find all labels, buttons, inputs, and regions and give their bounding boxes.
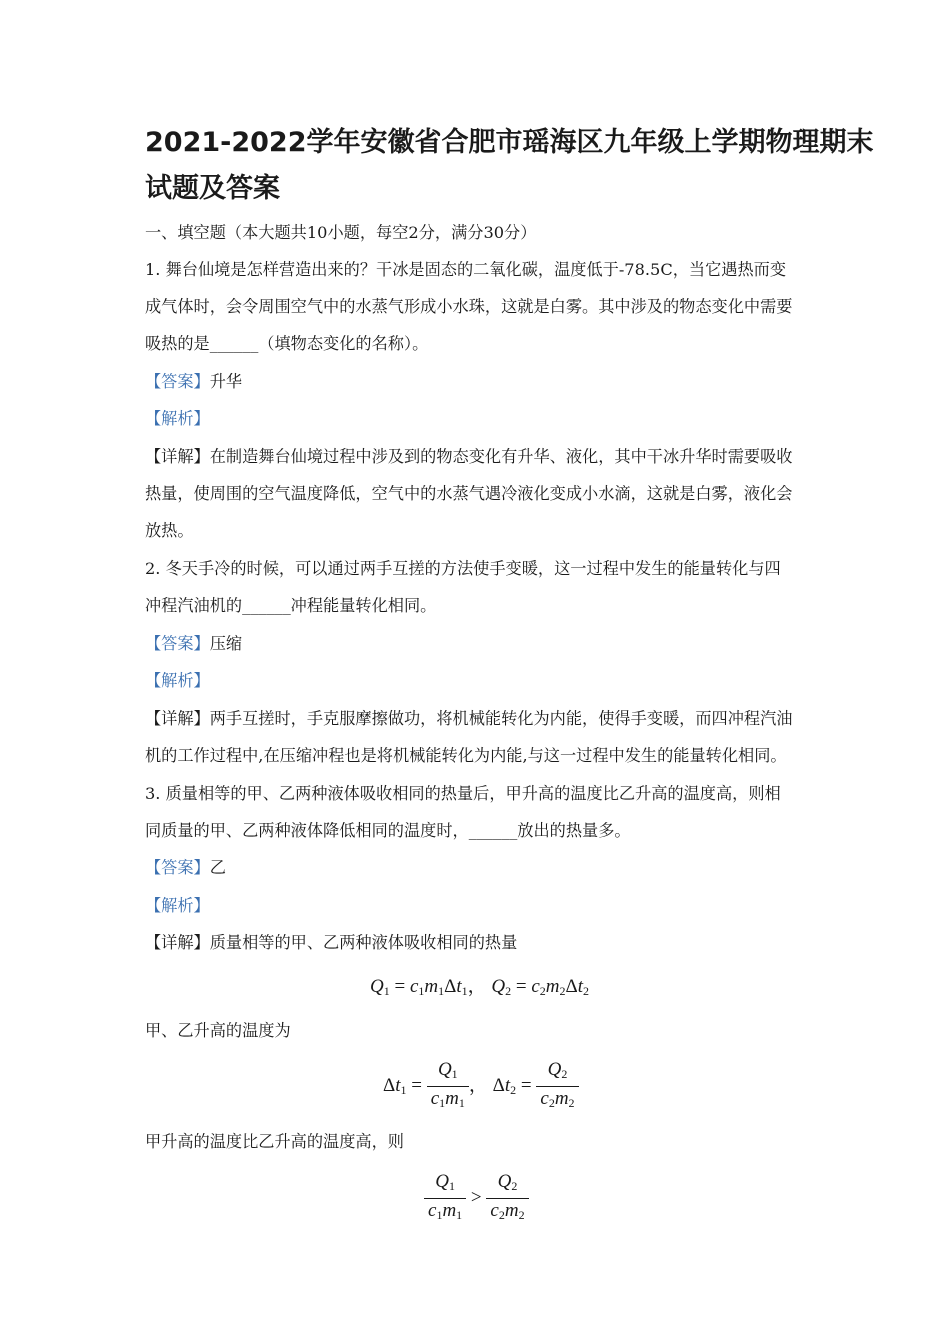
section-heading: 一、填空题（本大题共10小题，每空2分，满分30分） [145, 223, 537, 242]
question-3-line-2: 同质量的甲、乙两种液体降低相同的温度时，______放出的热量多。 [145, 821, 631, 840]
document-title-line-2: 试题及答案 [145, 173, 280, 204]
question-3-text-comparison: 甲升高的温度比乙升高的温度高，则 [145, 1132, 404, 1151]
equation-heat-absorbed: $Q_1 = c_1m_1\Delta t_1$， $Q_2 = c_2m_2\Delta t_2$ [370, 976, 590, 998]
equation-inequality: $\frac{Q_1}{c_1m_1}$ > $\frac{Q_2}{c_2m_2}$ [424, 1170, 529, 1227]
analysis-label: 【解析】 [145, 896, 210, 915]
answer-label: 【答案】 [145, 372, 210, 391]
question-2-analysis [145, 670, 815, 692]
document-title-line-1: 2021-2022学年安徽省合肥市瑶海区九年级上学期物理期末 [145, 127, 874, 158]
question-3-detail-line-1 [145, 932, 815, 954]
equation-separator: ， [467, 976, 487, 997]
question-1-line-1: 1. 舞台仙境是怎样营造出来的？干冰是固态的二氧化碳，温度低于-78.5C，当它遇热而变 [145, 260, 787, 279]
detail-text: 质量相等的甲、乙两种液体吸收相同的热量 [209, 933, 518, 952]
answer-label: 【答案】 [145, 634, 210, 653]
question-2-line-1: 2. 冬天手冷的时候，可以通过两手互搓的方法使手变暖，这一过程中发生的能量转化与四 [145, 559, 781, 578]
question-2-detail-line-2: 机的工作过程中,在压缩冲程也是将机械能转化为内能,与这一过程中发生的能量转化相同。 [145, 746, 787, 765]
detail-text: 在制造舞台仙境过程中涉及到的物态变化有升华、液化，其中干冰升华时需要吸收 [209, 447, 793, 466]
analysis-label: 【解析】 [145, 671, 210, 690]
analysis-label: 【解析】 [145, 409, 210, 428]
question-2-answer [145, 633, 815, 655]
question-1-line-3: 吸热的是______（填物态变化的名称）。 [145, 334, 429, 353]
question-1-detail-line-1 [145, 446, 815, 468]
answer-text: 压缩 [209, 634, 243, 653]
question-3-text-temperature-rise: 甲、乙升高的温度为 [145, 1021, 291, 1040]
answer-text: 乙 [209, 858, 226, 877]
question-1-answer [145, 371, 815, 393]
question-2-line-2: 冲程汽油机的______冲程能量转化相同。 [145, 596, 437, 615]
equation-temperature-change: $\Delta t_1$ = $\frac{Q_1}{c_1m_1}$ ， $\Delta t_2$ = $\frac{Q_2}{c_2m_2}$ [383, 1058, 579, 1115]
detail-text: 两手互搓时，手克服摩擦做功，将机械能转化为内能，使得手变暖，而四冲程汽油 [209, 709, 793, 728]
question-1-line-2: 成气体时，会令周围空气中的水蒸气形成小水珠，这就是白雾。其中涉及的物态变化中需要 [145, 297, 793, 316]
detail-label: 【详解】 [145, 933, 210, 952]
detail-label: 【详解】 [145, 709, 210, 728]
fraction: $\frac{Q_2}{c_2m_2}$ [486, 1170, 528, 1227]
fraction: $\frac{Q_1}{c_1m_1}$ [424, 1170, 466, 1227]
equation-separator: ， [468, 1074, 488, 1096]
answer-label: 【答案】 [145, 858, 210, 877]
fraction: $\frac{Q_2}{c_2m_2}$ [536, 1058, 578, 1115]
question-2-detail-line-1 [145, 708, 815, 730]
fraction: $\frac{Q_1}{c_1m_1}$ [427, 1058, 469, 1115]
question-3-line-1: 3. 质量相等的甲、乙两种液体吸收相同的热量后，甲升高的温度比乙升高的温度高，则相 [145, 784, 781, 803]
answer-text: 升华 [209, 372, 243, 391]
question-3-analysis [145, 895, 815, 917]
question-1-analysis [145, 408, 815, 430]
question-1-detail-line-2: 热量，使周围的空气温度降低，空气中的水蒸气遇冷液化变成小水滴，这就是白雾，液化会 [145, 484, 793, 503]
detail-label: 【详解】 [145, 447, 210, 466]
question-1-detail-line-3: 放热。 [145, 521, 194, 540]
question-3-answer [145, 857, 815, 879]
